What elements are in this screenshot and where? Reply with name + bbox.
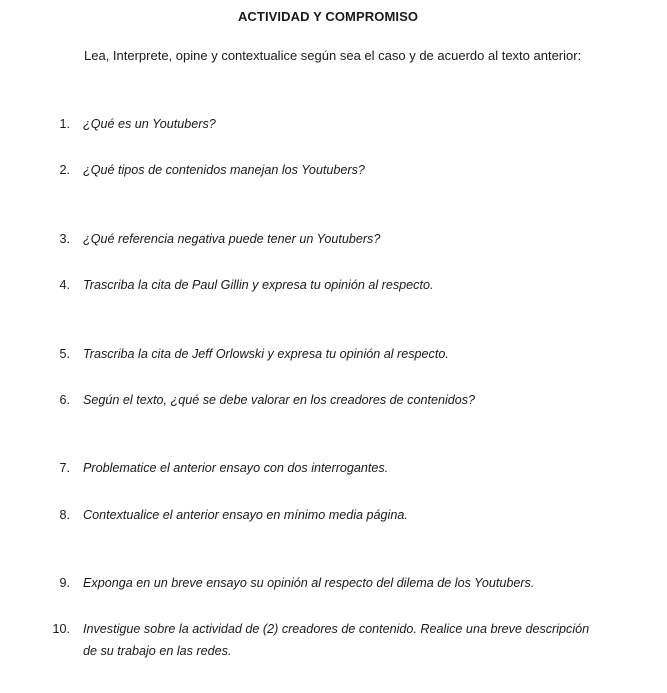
question-text: Trascriba la cita de Paul Gillin y expresa tu opinión al respecto. [83, 278, 434, 292]
question-text: Investigue sobre la actividad de (2) creadores de contenido. Realice una breve descripción [83, 622, 590, 636]
question-text: Problematice el anterior ensayo con dos interrogantes. [83, 461, 389, 475]
question-text: ¿Qué referencia negativa puede tener un Youtubers? [83, 232, 381, 246]
question-number: 10. [52, 622, 70, 636]
question-number: 8. [59, 508, 70, 522]
question-number: 1. [59, 117, 70, 131]
question-number: 9. [59, 576, 70, 590]
question-number: 6. [59, 393, 70, 407]
question-text: Exponga en un breve ensayo su opinión al respecto del dilema de los Youtubers. [83, 576, 535, 590]
question-number: 3. [59, 232, 70, 246]
question-number: 7. [59, 461, 70, 475]
question-number: 5. [59, 347, 70, 361]
question-number: 2. [59, 163, 70, 177]
question-text: Trascriba la cita de Jeff Orlowski y expresa tu opinión al respecto. [83, 347, 449, 361]
instruction-text: Lea, Interprete, opine y contextualice según sea el caso y de acuerdo al texto anterior: [84, 48, 582, 63]
document-title: ACTIVIDAD Y COMPROMISO [237, 9, 419, 24]
question-number: 4. [59, 278, 70, 292]
question-text-continuation: de su trabajo en las redes. [83, 644, 232, 658]
question-text: ¿Qué es un Youtubers? [83, 117, 216, 131]
question-text: ¿Qué tipos de contenidos manejan los Youtubers? [83, 163, 365, 177]
question-text: Contextualice el anterior ensayo en mínimo media página. [83, 508, 408, 522]
question-text: Según el texto, ¿qué se debe valorar en los creadores de contenidos? [83, 393, 476, 407]
